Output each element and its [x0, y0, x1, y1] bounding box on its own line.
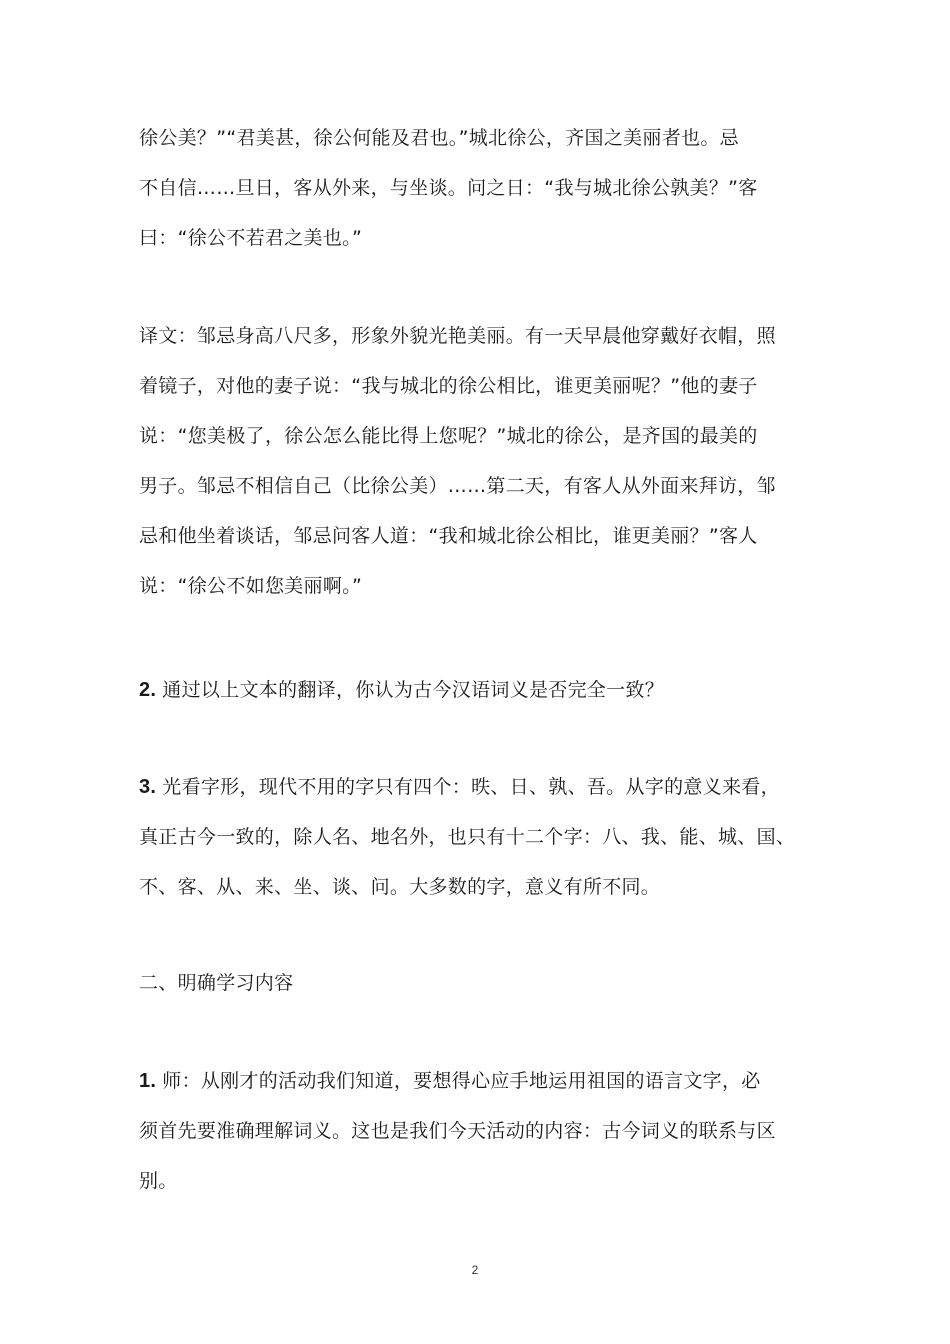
- question-line: 真正古今一致的，除人名、地名外，也只有十二个字：八、我、能、城、国、: [139, 826, 796, 848]
- question-line: 不、客、从、来、坐、谈、问。大多数的字，意义有所不同。: [139, 876, 661, 898]
- content-line: [139, 1056, 829, 1106]
- translation-line: 译文：邹忌身高八尺多，形象外貌光艳美丽。有一天早晨他穿戴好衣帽，照: [139, 325, 776, 347]
- translation-line: 男子。邹忌不相信自己（比徐公美）……第二天，有客人从外面来拜访，邹: [139, 475, 776, 497]
- passage-line: 曰：“徐公不若君之美也。”: [139, 227, 363, 249]
- content-line: 别。: [139, 1170, 178, 1192]
- page-number: 2: [471, 1263, 479, 1277]
- question-text: 光看字形，现代不用的字只有四个：昳、日、孰、吾。从字的意义来看，: [162, 776, 780, 798]
- passage-line: 不自信……旦日，客从外来，与坐谈。问之日：“我与城北徐公孰美？”客: [139, 177, 758, 199]
- original-passage: [139, 113, 829, 263]
- question-item-2: [139, 665, 829, 715]
- item-number: 1.: [139, 1070, 157, 1092]
- content-text: 师：从刚才的活动我们知道，要想得心应手地运用祖国的语言文字，必: [162, 1070, 761, 1092]
- content-line: 须首先要准确理解词义。这也是我们今天活动的内容：古今词义的联系与区: [139, 1120, 776, 1142]
- question-text: 通过以上文本的翻译，你认为古今汉语词义是否完全一致？: [162, 679, 665, 701]
- translation-line: 忌和他坐着谈话，邹忌问客人道：“我和城北徐公相比，谁更美丽？”客人: [139, 525, 758, 547]
- question-line: [139, 665, 829, 715]
- item-number: 3.: [139, 776, 157, 798]
- item-number: 2.: [139, 679, 157, 701]
- question-item-3: [139, 762, 829, 912]
- translation-line: 说：“您美极了，徐公怎么能比得上您呢？”城北的徐公，是齐国的最美的: [139, 425, 758, 447]
- question-line: [139, 762, 829, 812]
- translation-line: 着镜子，对他的妻子说：“我与城北的徐公相比，谁更美丽呢？”他的妻子: [139, 375, 758, 397]
- content-item-1: [139, 1056, 829, 1206]
- passage-line: 徐公美？”“君美甚，徐公何能及君也。”城北徐公，齐国之美丽者也。忌: [139, 127, 739, 149]
- section-heading: [139, 958, 829, 1008]
- translation-paragraph: [139, 311, 829, 611]
- section-heading-text: 二、明确学习内容: [139, 972, 294, 994]
- translation-line: 说：“徐公不如您美丽啊。”: [139, 575, 363, 597]
